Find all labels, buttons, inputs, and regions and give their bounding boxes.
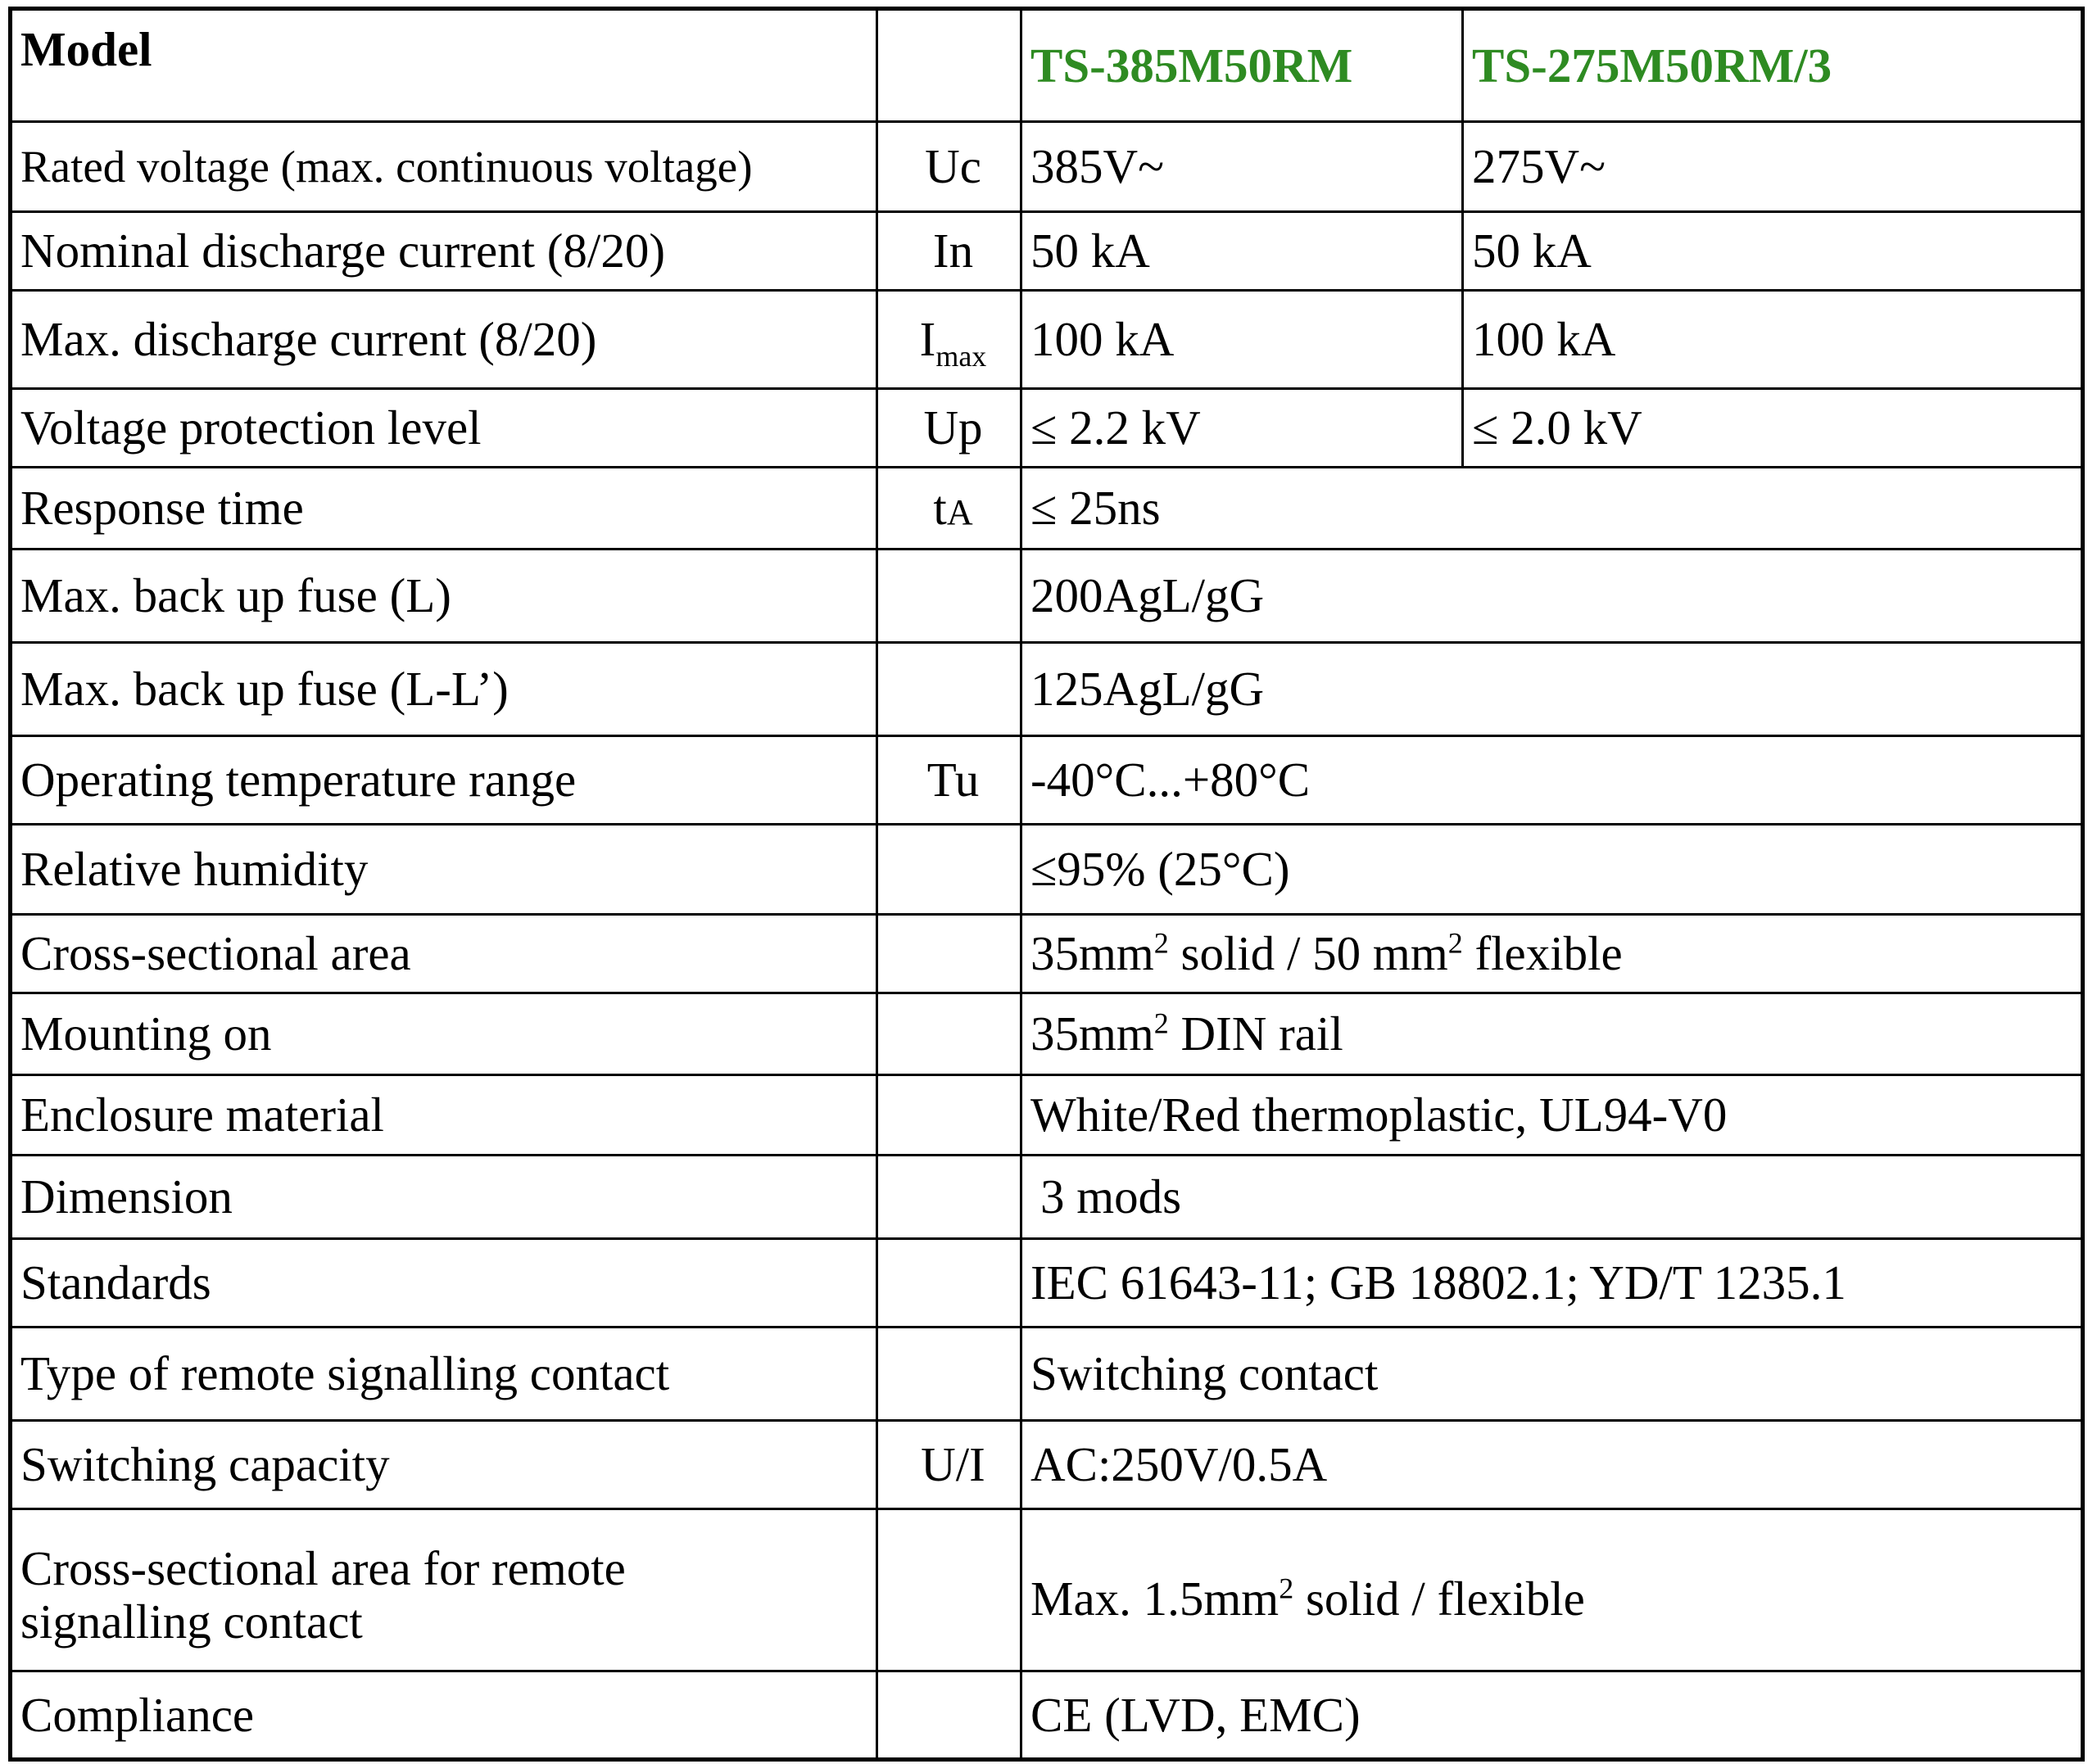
param-label: Switching capacity [11, 1421, 877, 1509]
model-2-value: 275V~ [1463, 122, 2083, 212]
table-row-mounting [11, 993, 2083, 1075]
shared-value [1021, 1509, 2083, 1671]
table-row-temperature [11, 736, 2083, 825]
param-label: Max. back up fuse (L-L’) [11, 643, 877, 736]
superscript: 2 [1153, 926, 1169, 960]
param-label [11, 1509, 877, 1671]
symbol-subscript: max [935, 339, 987, 373]
value-part: 35mm [1030, 1006, 1154, 1061]
table-row-cross-section [11, 915, 2083, 993]
param-symbol: Up [877, 389, 1021, 468]
param-label: Voltage protection level [11, 389, 877, 468]
model-1-value: 385V~ [1021, 122, 1463, 212]
table-row-response-time [11, 468, 2083, 550]
param-label: Compliance [11, 1671, 877, 1760]
model-2-header: TS-275M50RM/3 [1463, 9, 2083, 122]
table-row-fuse-ll [11, 643, 2083, 736]
model-1-value: 50 kA [1021, 212, 1463, 291]
param-symbol [877, 915, 1021, 993]
param-symbol [877, 1509, 1021, 1671]
superscript: 2 [1279, 1572, 1294, 1605]
param-symbol [877, 1239, 1021, 1328]
shared-value: ≤95% (25°C) [1021, 825, 2083, 915]
table-row-fuse-l [11, 550, 2083, 643]
param-label: Operating temperature range [11, 736, 877, 825]
param-label: Cross-sectional area [11, 915, 877, 993]
value-part: 35mm [1030, 926, 1154, 980]
spec-table [8, 7, 2085, 1762]
param-label: Type of remote signalling contact [11, 1328, 877, 1421]
param-label: Enclosure material [11, 1075, 877, 1156]
superscript: 2 [1447, 926, 1463, 960]
param-label: Mounting on [11, 993, 877, 1075]
value-part: flexible [1462, 926, 1623, 980]
model-2-value: ≤ 2.0 kV [1463, 389, 2083, 468]
shared-value: 3 mods [1021, 1156, 2083, 1239]
param-label: Max. discharge current (8/20) [11, 291, 877, 389]
value-part: DIN rail [1168, 1006, 1343, 1061]
param-symbol: Tu [877, 736, 1021, 825]
shared-value: CE (LVD, EMC) [1021, 1671, 2083, 1760]
symbol-main: t [933, 481, 947, 535]
param-symbol [877, 1075, 1021, 1156]
value-part: solid / flexible [1293, 1572, 1585, 1626]
shared-value [1021, 915, 2083, 993]
value-part: solid / 50 mm [1168, 926, 1448, 980]
param-symbol [877, 550, 1021, 643]
table-row-max-discharge [11, 291, 2083, 389]
table-row-remote-cross-section [11, 1509, 2083, 1671]
param-label: Relative humidity [11, 825, 877, 915]
param-symbol [877, 468, 1021, 550]
table-row-nominal-discharge [11, 212, 2083, 291]
shared-value: AC:250V/0.5A [1021, 1421, 2083, 1509]
table-row-compliance [11, 1671, 2083, 1760]
model-1-value: 100 kA [1021, 291, 1463, 389]
table-row-enclosure [11, 1075, 2083, 1156]
param-label: Max. back up fuse (L) [11, 550, 877, 643]
shared-value: ≤ 25ns [1021, 468, 2083, 550]
param-symbol [877, 1156, 1021, 1239]
param-symbol: U/I [877, 1421, 1021, 1509]
table-row-remote-contact-type [11, 1328, 2083, 1421]
symbol-main: I [919, 312, 936, 366]
header-param-cell: Model [11, 9, 877, 122]
param-symbol: Uc [877, 122, 1021, 212]
param-label: Response time [11, 468, 877, 550]
table-row-dimension [11, 1156, 2083, 1239]
param-symbol: In [877, 212, 1021, 291]
header-symbol-cell [877, 9, 1021, 122]
value-part: Max. 1.5mm [1030, 1572, 1280, 1626]
param-symbol [877, 643, 1021, 736]
table-row-voltage-protection [11, 389, 2083, 468]
table-row-standards [11, 1239, 2083, 1328]
param-symbol [877, 825, 1021, 915]
shared-value: IEC 61643-11; GB 18802.1; YD/T 1235.1 [1021, 1239, 2083, 1328]
param-symbol [877, 993, 1021, 1075]
table-row-switching-capacity [11, 1421, 2083, 1509]
model-1-value: ≤ 2.2 kV [1021, 389, 1463, 468]
label-line-2: signalling contact [20, 1594, 363, 1649]
table-row-humidity [11, 825, 2083, 915]
table-row-header [11, 9, 2083, 122]
spec-sheet [8, 7, 2081, 1756]
shared-value: -40°C...+80°C [1021, 736, 2083, 825]
param-label: Nominal discharge current (8/20) [11, 212, 877, 291]
label-line-1: Cross-sectional area for remote [20, 1540, 626, 1595]
param-label: Rated voltage (max. continuous voltage) [11, 122, 877, 212]
shared-value: White/Red thermoplastic, UL94-V0 [1021, 1075, 2083, 1156]
param-label: Standards [11, 1239, 877, 1328]
symbol-small: A [946, 492, 973, 532]
shared-value [1021, 993, 2083, 1075]
param-label: Dimension [11, 1156, 877, 1239]
param-symbol [877, 1671, 1021, 1760]
table-row-rated-voltage [11, 122, 2083, 212]
param-symbol [877, 291, 1021, 389]
model-1-header: TS-385M50RM [1021, 9, 1463, 122]
shared-value: 125AgL/gG [1021, 643, 2083, 736]
model-2-value: 100 kA [1463, 291, 2083, 389]
shared-value: Switching contact [1021, 1328, 2083, 1421]
shared-value: 200AgL/gG [1021, 550, 2083, 643]
param-symbol [877, 1328, 1021, 1421]
superscript: 2 [1153, 1006, 1169, 1040]
model-2-value: 50 kA [1463, 212, 2083, 291]
